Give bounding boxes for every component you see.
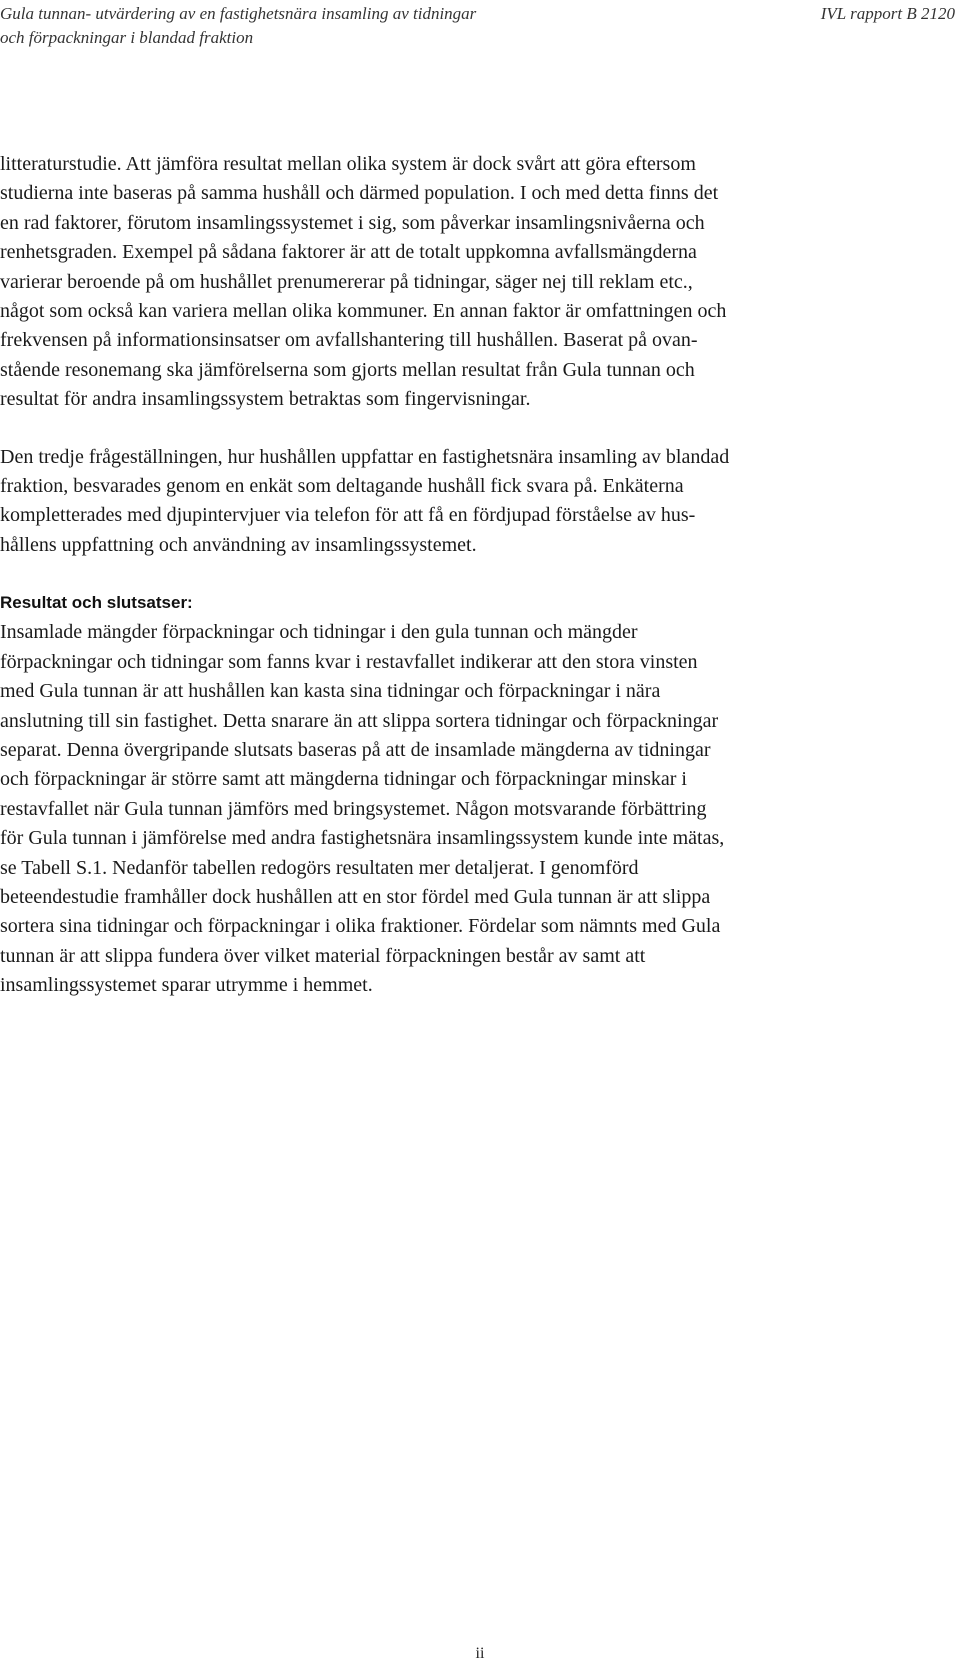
text-line: resultat för andra insamlingssystem betraktas som fingervisningar. xyxy=(0,388,531,411)
text-line: fraktion, besvarades genom en enkät som deltagande hushåll fick svara på. Enkäterna xyxy=(0,475,684,498)
text-line: restavfallet när Gula tunnan jämförs med bringsystemet. Någon motsvarande förbättring xyxy=(0,797,707,820)
text-line: se Tabell S.1. Nedanför tabellen redogörs resultaten mer detaljerat. I genomförd xyxy=(0,856,639,879)
document-title xyxy=(0,2,476,50)
text-line: renhetsgraden. Exempel på sådana faktorer är att de totalt uppkomna avfallsmängderna xyxy=(0,241,697,264)
text-line: stående resonemang ska jämförelserna som gjorts mellan resultat från Gula tunnan och xyxy=(0,358,695,381)
text-line: Insamlade mängder förpackningar och tidningar i den gula tunnan och mängder xyxy=(0,621,638,644)
text-line: litteraturstudie. Att jämföra resultat mellan olika system är dock svårt att göra eftersom xyxy=(0,153,696,175)
paragraph-results xyxy=(0,618,950,1000)
text-line: varierar beroende på om hushållet prenumererar på tidningar, säger nej till reklam etc., xyxy=(0,270,693,293)
paragraph-third-question xyxy=(0,443,950,561)
page-header xyxy=(0,2,960,54)
text-line: sortera sina tidningar och förpackningar i olika fraktioner. Fördelar som nämnts med Gula xyxy=(0,915,721,938)
section-heading-results: Resultat och slutsatser: xyxy=(0,593,193,613)
text-line: hållens uppfattning och användning av insamlingssystemet. xyxy=(0,533,477,556)
text-line: och förpackningar är större samt att mängderna tidningar och förpackningar minskar i xyxy=(0,768,687,791)
paragraph-literature-study xyxy=(0,150,950,415)
text-line: beteendestudie framhåller dock hushållen att en stor fördel med Gula tunnan är att slippa xyxy=(0,885,711,908)
page-body xyxy=(0,150,950,1001)
text-line: anslutning till sin fastighet. Detta snarare än att slippa sortera tidningar och förpackningar xyxy=(0,709,719,732)
page-number: ii xyxy=(475,1645,485,1662)
text-line: frekvensen på informationsinsatser om avfallshantering till hushållen. Baserat på ovan- xyxy=(0,329,698,352)
document-title-line-2: och förpackningar i blandad fraktion xyxy=(0,28,254,47)
text-line: förpackningar och tidningar som fanns kvar i restavfallet indikerar att den stora vinsten xyxy=(0,650,698,673)
text-line: för Gula tunnan i jämförelse med andra fastighetsnära insamlingssystem kunde inte mätas, xyxy=(0,827,725,850)
text-line: något som också kan variera mellan olika kommuner. En annan faktor är omfattningen och xyxy=(0,300,727,323)
text-line: med Gula tunnan är att hushållen kan kasta sina tidningar och förpackningar i nära xyxy=(0,680,661,703)
text-line: Den tredje frågeställningen, hur hushållen uppfattar en fastighetsnära insamling av blandad xyxy=(0,445,730,468)
report-id: IVL rapport B 2120 xyxy=(820,4,955,23)
text-line: insamlingssystemet sparar utrymme i hemmet. xyxy=(0,974,373,997)
text-line: separat. Denna övergripande slutsats baseras på att de insamlade mängderna av tidningar xyxy=(0,738,711,761)
text-line: kompletterades med djupintervjuer via telefon för att få en fördjupad förståelse av hus- xyxy=(0,504,696,527)
text-line: studierna inte baseras på samma hushåll och därmed population. I och med detta finns det xyxy=(0,182,719,205)
document-title-line-1: Gula tunnan- utvärdering av en fastighetsnära insamling av tidningar xyxy=(0,4,477,23)
text-line: en rad faktorer, förutom insamlingssystemet i sig, som påverkar insamlingsnivåerna och xyxy=(0,211,705,234)
text-line: tunnan är att slippa fundera över vilket material förpackningen består av samt att xyxy=(0,944,646,967)
